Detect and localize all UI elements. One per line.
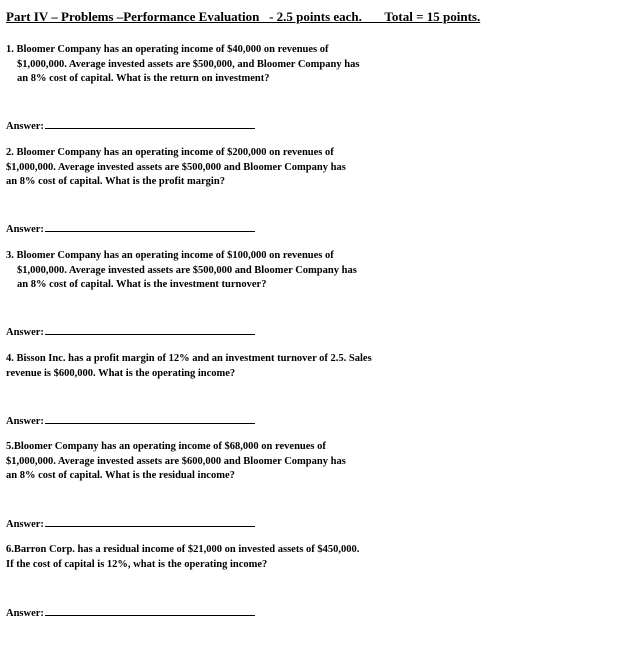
- answer-label: Answer:: [6, 224, 44, 235]
- page-title: Part IV – Problems –Performance Evaluation - 2.5 points each. Total = 15 points.: [6, 9, 481, 24]
- question-6: [6, 543, 359, 572]
- question-line: $1,000,000. Average invested assets are $500,000 and Bloomer Company has: [6, 161, 346, 173]
- answer-field-1[interactable]: [6, 117, 255, 132]
- question-line: an 8% cost of capital. What is the profit margin?: [6, 176, 225, 188]
- question-line: 4. Bisson Inc. has a profit margin of 12% and an investment turnover of 2.5. Sales: [6, 353, 372, 364]
- question-line: 5.Bloomer Company has an operating income of $68,000 on revenues of: [6, 441, 326, 452]
- question-line: 1. Bloomer Company has an operating income of $40,000 on revenues of: [6, 44, 329, 55]
- answer-field-4[interactable]: [6, 412, 255, 427]
- question-4: [6, 352, 372, 381]
- question-line: $1,000,000. Average invested assets are $500,000 and Bloomer Company has: [17, 264, 357, 276]
- question-2: [6, 146, 346, 190]
- question-line: 3. Bloomer Company has an operating income of $100,000 on revenues of: [6, 250, 334, 261]
- question-3: [6, 249, 357, 293]
- question-line: $1,000,000. Average invested assets are $500,000, and Bloomer Company has: [17, 58, 360, 70]
- answer-blank[interactable]: [45, 323, 255, 335]
- answer-label: Answer:: [6, 327, 44, 338]
- question-line: 6.Barron Corp. has a residual income of $21,000 on invested assets of $450,000.: [6, 544, 360, 555]
- answer-blank[interactable]: [45, 515, 255, 527]
- answer-blank[interactable]: [45, 604, 255, 616]
- answer-field-5[interactable]: [6, 515, 255, 530]
- answer-label: Answer:: [6, 121, 44, 132]
- answer-field-6[interactable]: [6, 604, 255, 619]
- answer-blank[interactable]: [45, 412, 255, 424]
- question-line: an 8% cost of capital. What is the investment turnover?: [17, 279, 267, 291]
- answer-label: Answer:: [6, 608, 44, 619]
- question-line: $1,000,000. Average invested assets are $600,000 and Bloomer Company has: [6, 455, 346, 467]
- answer-field-2[interactable]: [6, 220, 255, 235]
- answer-label: Answer:: [6, 519, 44, 530]
- question-line: revenue is $600,000. What is the operating income?: [6, 367, 236, 379]
- answer-blank[interactable]: [45, 220, 255, 232]
- answer-field-3[interactable]: [6, 323, 255, 338]
- question-line: an 8% cost of capital. What is the residual income?: [6, 470, 235, 482]
- question-1: [6, 43, 359, 87]
- question-line: If the cost of capital is 12%, what is the operating income?: [6, 558, 268, 570]
- question-line: an 8% cost of capital. What is the return on investment?: [17, 73, 270, 85]
- question-5: [6, 440, 346, 484]
- answer-blank[interactable]: [45, 117, 255, 129]
- question-line: 2. Bloomer Company has an operating income of $200,000 on revenues of: [6, 147, 334, 158]
- answer-label: Answer:: [6, 416, 44, 427]
